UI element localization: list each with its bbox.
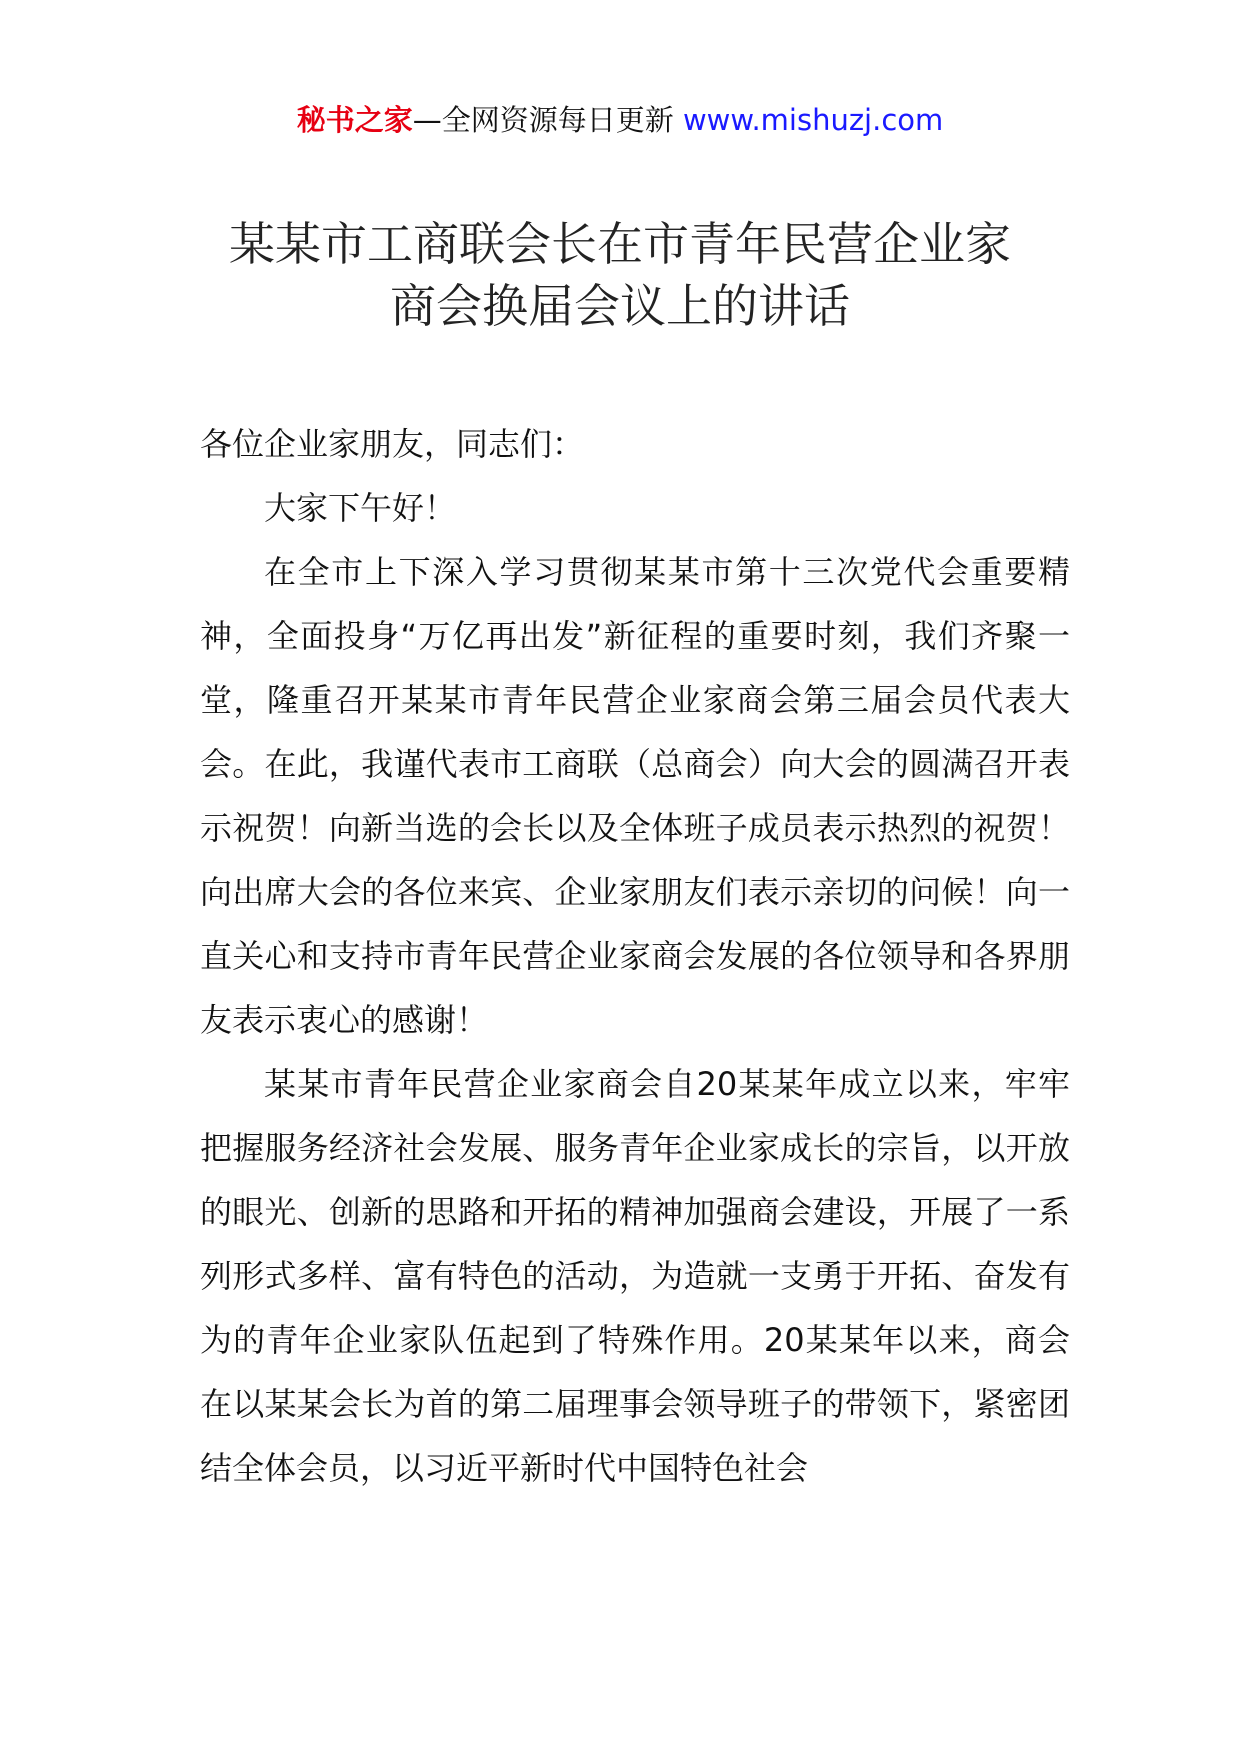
document-body [200, 412, 1070, 1500]
body-paragraph-1: 在全市上下深入学习贯彻某某市第十三次党代会重要精神，全面投身“万亿再出发”新征程的重要时刻，我们齐聚一堂，隆重召开某某市青年民营企业家商会第三届会员代表大会。在此，我谨代表市工商联（总商会）向大会的圆满召开表示祝贺！向新当选的会长以及全体班子成员表示热烈的祝贺！向出席大会的各位来宾、企业家朋友们表示亲切的问候！向一直关心和支持市青年民营企业家商会发展的各位领导和各界朋友表示衷心的感谢！ [200, 553, 1070, 1039]
site-brand: 秘书之家 [296, 103, 413, 137]
site-slogan: —全网资源每日更新 [412, 103, 674, 137]
site-header [0, 100, 1240, 140]
document-title-line-1: 某某市工商联会长在市青年民营企业家 [229, 217, 1011, 271]
document-title [0, 213, 1240, 337]
salutation: 各位企业家朋友，同志们： [200, 425, 585, 463]
body-paragraph-2: 某某市青年民营企业家商会自20某某年成立以来，牢牢把握服务经济社会发展、服务青年企业家成长的宗旨，以开放的眼光、创新的思路和开拓的精神加强商会建设，开展了一系列形式多样、富有特色的活动，为造就一支勇于开拓、奋发有为的青年企业家队伍起到了特殊作用。20某某年以来，商会在以某某会长为首的第二届理事会领导班子的带领下，紧密团结全体会员，以习近平新时代中国特色社会 [200, 1065, 1070, 1487]
site-url-link[interactable]: www.mishuzj.com [682, 103, 944, 137]
greeting: 大家下午好！ [264, 489, 457, 527]
document-title-line-2: 商会换届会议上的讲话 [390, 279, 850, 333]
